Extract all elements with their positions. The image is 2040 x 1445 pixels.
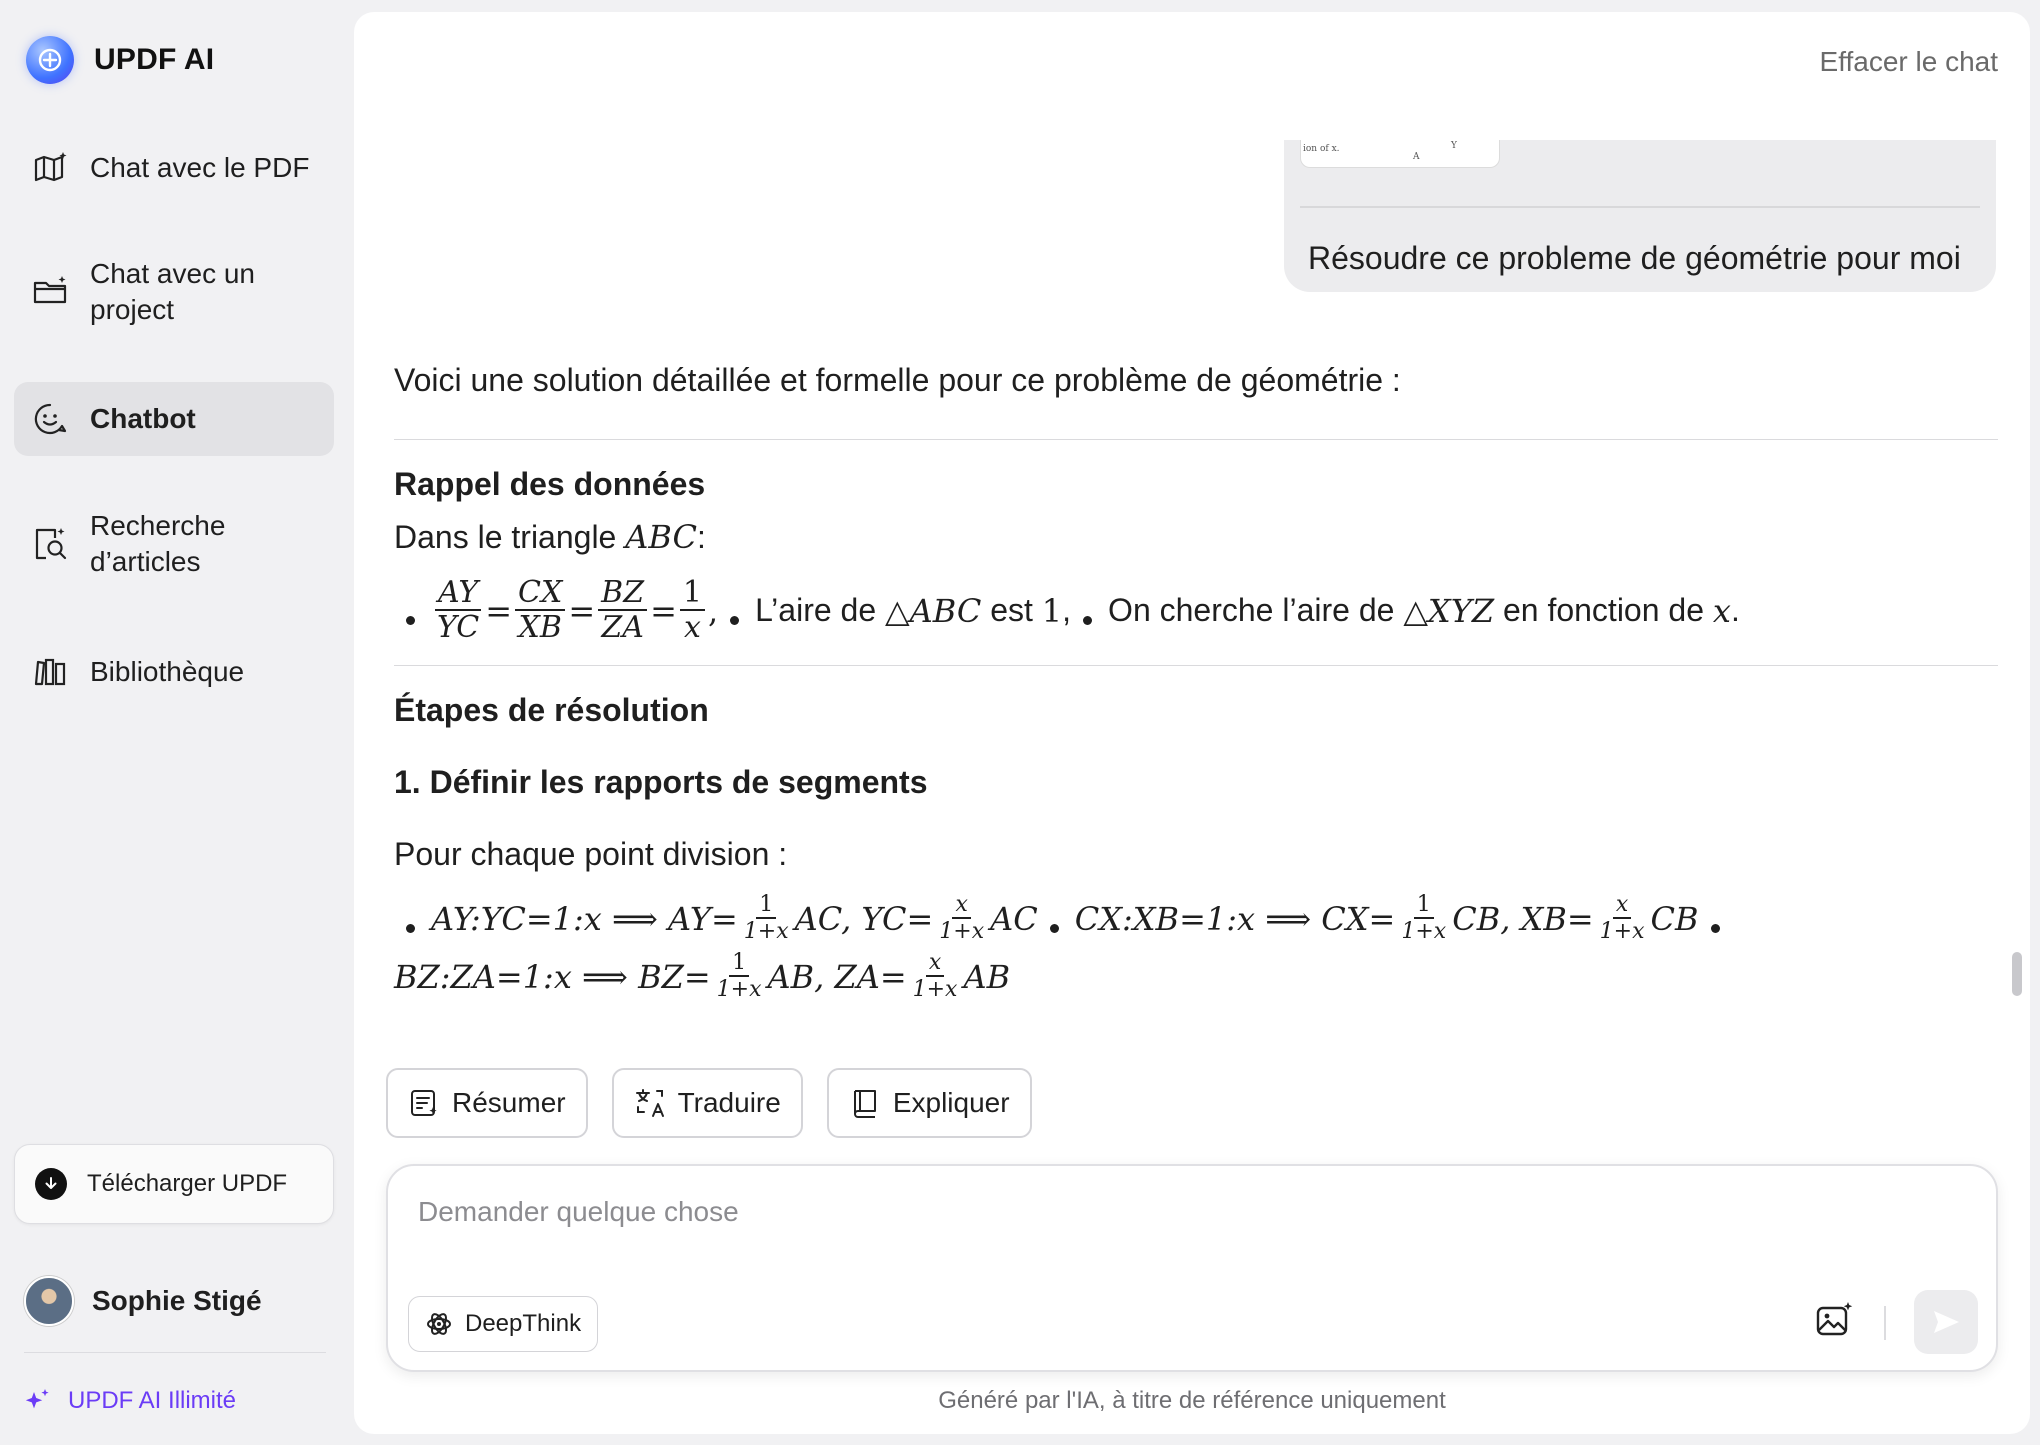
deepthink-toggle[interactable]: DeepThink [408,1296,598,1352]
chatbot-icon [32,401,68,437]
updf-logo-icon [26,36,74,84]
divider [24,1352,326,1353]
search-document-icon [32,526,68,562]
sidebar [0,0,352,1445]
image-upload-icon[interactable] [1814,1300,1854,1340]
book-sparkle-icon [32,150,68,186]
scrollbar[interactable] [2012,952,2022,996]
download-updf-button[interactable] [14,1144,334,1224]
divider [1300,206,1980,208]
premium-label: UPDF AI Illimité [68,1387,237,1414]
app-name: UPDF AI [94,43,215,76]
sidebar-item-chat-pdf[interactable] [14,146,334,190]
atom-icon [425,1310,453,1338]
given-data-list: $\frac{AY}{YC}$ = $\frac{CX}{XB}$ = $\frac{BZ}{ZA}$ = $\frac{1}{x}$ , L’aire de △ABC est 1 , On cherche l’aire de △XYZ en fonction de x . [394,578,1740,643]
divider [394,665,1998,666]
explain-button[interactable]: Expliquer [827,1068,1032,1138]
library-icon [32,654,68,690]
step1-intro: Pour chaque point division : [394,836,788,872]
book-icon [849,1087,881,1119]
heading-resolution-steps: Étapes de résolution [394,692,709,728]
quick-actions [386,1068,1032,1138]
translate-button[interactable]: Traduire [612,1068,803,1138]
download-icon [35,1168,67,1200]
sidebar-item-label: Chat avec un project [90,258,255,325]
bullet [406,616,415,625]
premium-link[interactable] [22,1386,236,1416]
chat-panel [354,12,2030,1434]
bullet [1711,924,1720,933]
sidebar-item-label: Bibliothèque [90,656,245,687]
ai-disclaimer: Généré par l'IA, à titre de référence uniquement [938,1387,1446,1414]
bullet [1083,616,1092,625]
bullet [406,924,415,933]
clear-chat-button[interactable]: Effacer le chat [1819,46,1998,77]
sidebar-item-article-search[interactable] [14,506,334,582]
user-message-bubble [1284,140,1996,292]
triangle-line: Dans le triangle ABC : [394,518,706,556]
download-label: Télécharger UPDF [87,1170,288,1197]
send-icon [1930,1306,1962,1338]
attached-image-thumbnail[interactable]: ion of x. A Y [1300,140,1500,168]
message-composer [386,1164,1998,1372]
user-profile[interactable] [24,1276,262,1326]
folder-icon [32,274,68,310]
sidebar-item-chatbot[interactable] [14,382,334,456]
chat-input[interactable] [418,1196,1918,1256]
bullet [1050,924,1059,933]
summarize-icon [408,1087,440,1119]
avatar [24,1276,74,1326]
sidebar-item-label: Chatbot [90,403,196,434]
user-message-text: Résoudre ce probleme de géométrie pour moi [1308,240,1961,276]
segment-ratios-line-1: AY:YC=1:x ⟹ AY= $\frac{1}{1+x}$ AC, YC= $\frac{x}{1+x}$ AC CX:XB=1:x ⟹ CX= $\frac{1}{1+x}$ CB, XB= $\frac{x}{1+x}$ CB [394,894,1736,943]
sidebar-item-label: Chat avec le PDF [90,152,310,183]
heading-data-recall: Rappel des données [394,466,706,502]
summarize-button[interactable]: Résumer [386,1068,588,1138]
bullet [730,616,739,625]
sidebar-item-label: Recherche d’articles [90,510,226,577]
sidebar-item-library[interactable] [14,650,334,694]
app-logo[interactable] [26,36,214,84]
answer-intro: Voici une solution détaillée et formelle pour ce problème de géométrie : [394,362,1401,398]
divider [394,439,1998,440]
translate-icon [634,1087,666,1119]
sidebar-item-chat-project[interactable] [14,254,334,330]
user-name: Sophie Stigé [92,1285,262,1316]
sparkle-icon [22,1386,52,1416]
send-button[interactable] [1914,1290,1978,1354]
segment-ratios-line-2: BZ:ZA=1:x ⟹ BZ= $\frac{1}{1+x}$ AB, ZA= $\frac{x}{1+x}$ AB [394,950,1011,1002]
heading-step-1: 1. Définir les rapports de segments [394,764,928,800]
divider [1884,1306,1886,1340]
